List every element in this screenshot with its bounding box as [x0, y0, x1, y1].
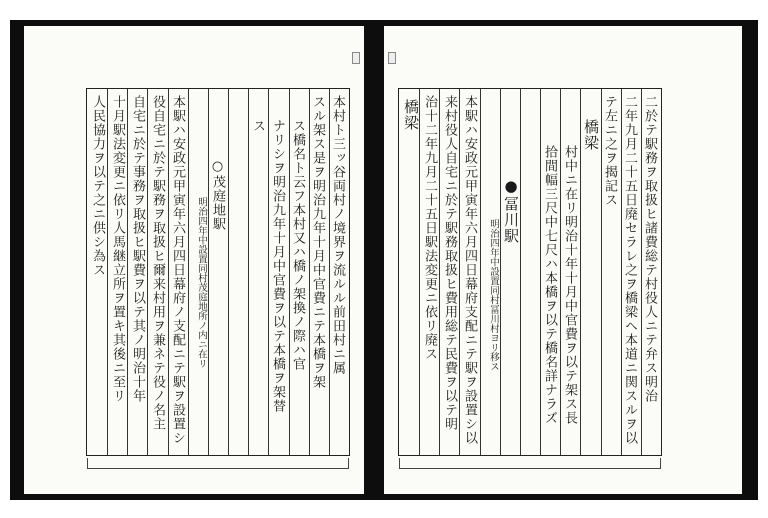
column-rule [480, 89, 481, 455]
column-rule [540, 89, 541, 455]
binding-clip-icon [352, 52, 360, 64]
column-rule [168, 89, 169, 455]
bottom-margin-band [87, 458, 349, 469]
column-rule [560, 89, 561, 455]
column-rule [248, 89, 249, 455]
column-rule [580, 89, 581, 455]
column-rule [188, 89, 189, 455]
column-rule [228, 89, 229, 455]
book-gutter [364, 22, 384, 498]
column-rule [208, 89, 209, 455]
binding-clip-icon [388, 52, 396, 64]
text-column: ス橋名ト云フ本村又ハ橋ノ架換ノ際ハ官 [290, 119, 305, 371]
column-rule [601, 89, 602, 455]
text-column: ス [250, 119, 265, 133]
section-heading: 橋梁 [402, 99, 420, 131]
column-rule [268, 89, 269, 455]
column-rule [621, 89, 622, 455]
text-column: 二年九月二十五日廃セラレ之ヲ橋梁ヘ本道ニ関スルヲ以 [622, 95, 637, 445]
text-column: ナリシヲ明治九年十月中官費ヲ以テ本橋ヲ架替 [270, 119, 285, 413]
section-heading: ●冨川駅 [502, 177, 520, 244]
column-rule [419, 89, 420, 455]
left-manuscript-grid [86, 88, 350, 456]
column-rule [329, 89, 330, 455]
section-heading: 橋梁 [582, 119, 600, 151]
column-rule [439, 89, 440, 455]
text-column: 自宅ニ於テ事務ヲ取扱ヒ駅費ヲ以テ其ノ明治十年 [130, 95, 145, 403]
column-rule [309, 89, 310, 455]
column-rule [107, 89, 108, 455]
annotation-note: 明治四年中設置同村茂庭地所ノ内ニ在リ [196, 197, 207, 368]
annotation-note: 明治四年中設置同村冨川村ヨリ移ス [488, 219, 499, 371]
text-column: 拾間幅三尺中七尺ハ本橋ヲ以テ橋名詳ナラズ [542, 145, 557, 425]
column-rule [459, 89, 460, 455]
bottom-margin-band [399, 458, 661, 469]
text-column: 来村役人自宅ニ於テ駅務取扱ヒ費用総テ民費ヲ以テ明 [442, 95, 457, 431]
column-rule [289, 89, 290, 455]
text-column: 本駅ハ安政元甲寅年六月四日幕府支配ニテ駅ヲ設置シ以 [462, 95, 477, 445]
text-column: 本駅ハ安政元甲寅年六月四日幕府ノ支配ニテ駅ヲ設置シ [170, 95, 185, 445]
column-rule [147, 89, 148, 455]
text-column: テ左ニ之ヲ揭記ス [602, 95, 617, 207]
text-column: 役自宅ニ於テ駅務ヲ取扱ヒ爾来村用ヲ兼ネテ役ノ名主 [150, 95, 165, 431]
section-heading: ○茂庭地駅 [210, 159, 225, 231]
right-manuscript-grid [398, 88, 662, 456]
text-column: 村中ニ在リ明治十年十月中官費ヲ以テ架ス長 [562, 145, 577, 425]
text-column: 治十二年九月二十五日駅法変更ニ依リ廃ス [422, 95, 437, 361]
column-rule [641, 89, 642, 455]
column-rule [500, 89, 501, 455]
text-column: 本村ト三ッ谷両村ノ境界ヲ流ルル前田村ニ属 [330, 95, 345, 375]
text-column: スル架ス是ヲ明治九年十月中官費ニテ本橋ヲ架 [310, 95, 325, 389]
column-rule [520, 89, 521, 455]
text-column: 十月駅法変更ニ依リ人馬継立所ヲ置キ其後ニ至リ [110, 95, 125, 403]
text-column: 二於テ駅務ヲ取扱ヒ諸費総テ村役人ニテ弁ス明治 [642, 95, 657, 403]
text-column: 人民協力ヲ以テ之ニ供シ為ス [90, 95, 105, 277]
column-rule [127, 89, 128, 455]
